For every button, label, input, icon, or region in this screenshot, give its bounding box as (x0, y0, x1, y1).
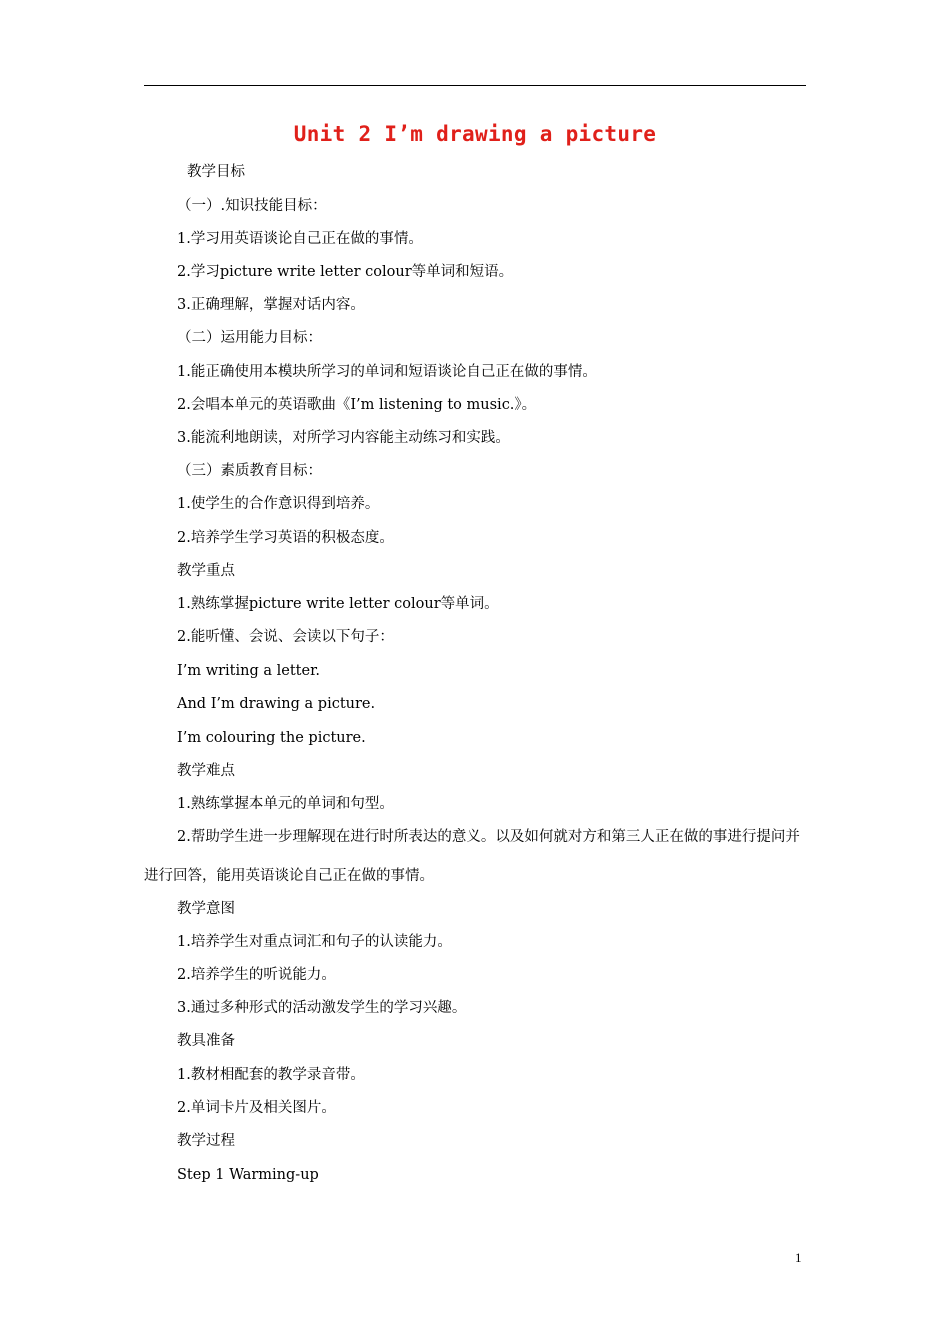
key-sentence-2: And I’m drawing a picture. (177, 696, 376, 712)
objectives-heading: 教学目标 (187, 164, 245, 180)
header-rule (144, 85, 806, 86)
key-sentence-3: I’m colouring the picture. (177, 730, 366, 746)
quality-heading: （三）素质教育目标： (177, 463, 322, 479)
ability-item-2: 2.会唱本单元的英语歌曲《I’m listening to music.》。 (177, 397, 537, 413)
ability-item-1: 1.能正确使用本模块所学习的单词和短语谈论自己正在做的事情。 (177, 364, 597, 380)
document-title: Unit 2 I’m drawing a picture (293, 122, 657, 146)
ability-item-3: 3.能流利地朗读，对所学习内容能主动练习和实践。 (177, 430, 510, 446)
materials-item-2: 2.单词卡片及相关图片。 (177, 1100, 336, 1116)
intent-item-1: 1.培养学生对重点词汇和句子的认读能力。 (177, 934, 452, 950)
key-sentence-1: I’m writing a letter. (177, 663, 321, 679)
key-points-item-2: 2.能听懂、会说、会读以下句子： (177, 629, 394, 645)
difficulties-heading: 教学难点 (177, 763, 235, 779)
knowledge-item-3: 3.正确理解，掌握对话内容。 (177, 297, 365, 313)
page-number: 1 (795, 1250, 802, 1265)
step-1-heading: Step 1 Warming-up (177, 1167, 319, 1183)
knowledge-item-2: 2.学习picture write letter colour等单词和短语。 (177, 264, 514, 280)
quality-item-1: 1.使学生的合作意识得到培养。 (177, 496, 380, 512)
intent-heading: 教学意图 (177, 901, 235, 917)
key-points-item-1: 1.熟练掌握picture write letter colour等单词。 (177, 596, 499, 612)
knowledge-item-1: 1.学习用英语谈论自己正在做的事情。 (177, 231, 423, 247)
intent-item-2: 2.培养学生的听说能力。 (177, 967, 336, 983)
intent-item-3: 3.通过多种形式的活动激发学生的学习兴趣。 (177, 1000, 467, 1016)
key-points-heading: 教学重点 (177, 563, 235, 579)
difficulties-item-1: 1.熟练掌握本单元的单词和句型。 (177, 796, 394, 812)
difficulties-item-2: 2.帮助学生进一步理解现在进行时所表达的意义。以及如何就对方和第三人正在做的事进行提问并进行回答，能用英语谈论自己正在做的事情。 (144, 829, 800, 884)
materials-heading: 教具准备 (177, 1033, 235, 1049)
materials-item-1: 1.教材相配套的教学录音带。 (177, 1067, 365, 1083)
knowledge-heading: （一）.知识技能目标： (177, 198, 327, 214)
quality-item-2: 2.培养学生学习英语的积极态度。 (177, 530, 394, 546)
ability-heading: （二）运用能力目标： (177, 330, 322, 346)
process-heading: 教学过程 (177, 1133, 235, 1149)
